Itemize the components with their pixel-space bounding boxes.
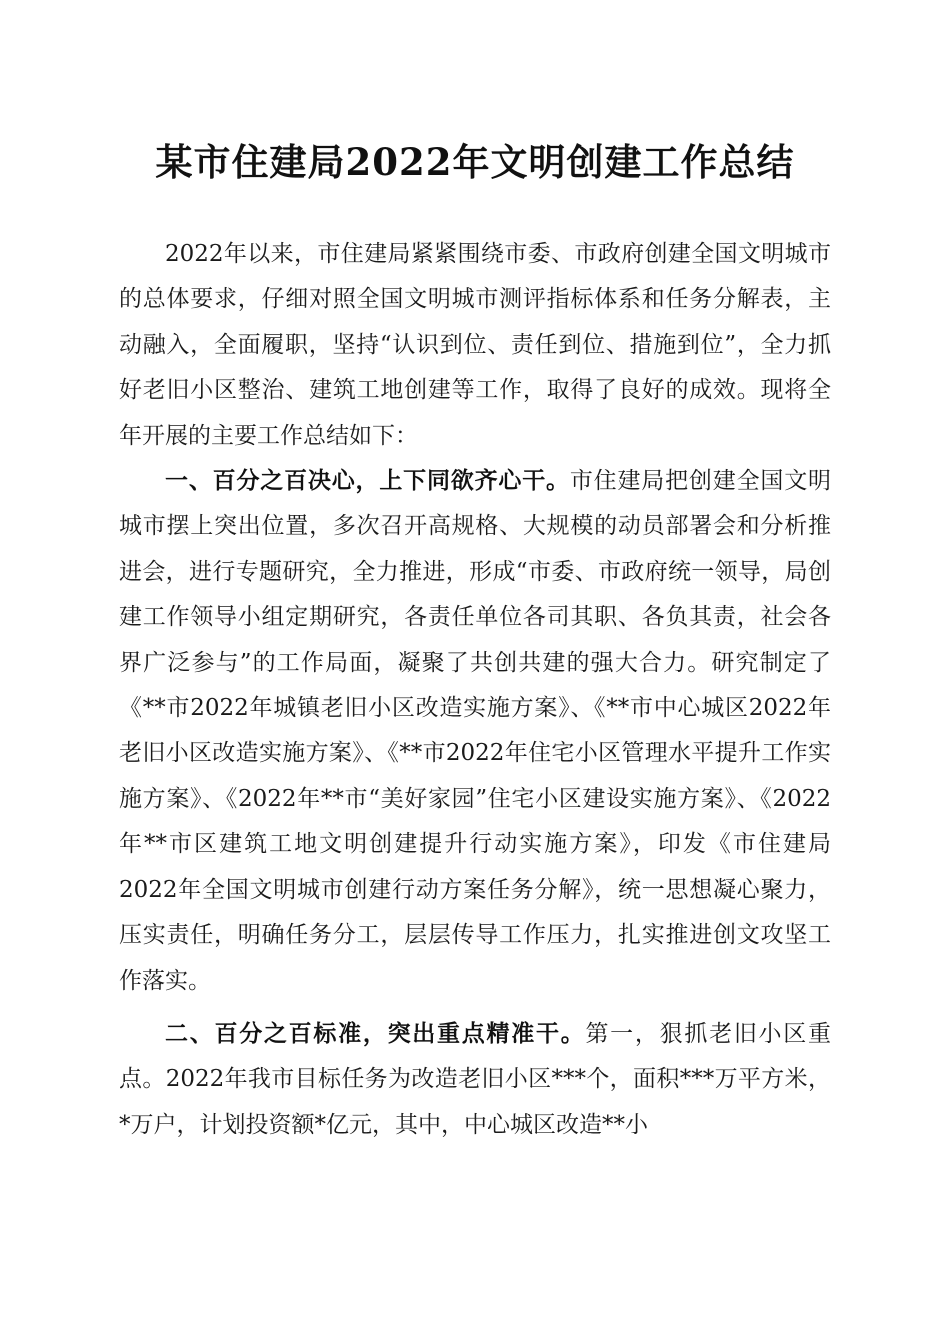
paragraph-text: 2022年以来，市住建局紧紧围绕市委、市政府创建全国文明城市的总体要求，仔细对照全国文明城市测评指标体系和任务分解表，主动融入，全面履职，坚持“认识到位、责任到位、措施到位”，全力抓好老旧小区整治、建筑工地创建等工作，取得了良好的成效。现将全年开展的主要工作总结如下： xyxy=(119,241,831,449)
paragraph-text: 第一，狠抓老旧小区重点。2022年我市目标任务为改造老旧小区***个，面积***万平方米，*万户，计划投资额*亿元，其中，中心城区改造**小 xyxy=(119,1020,832,1138)
intro-paragraph xyxy=(119,232,831,459)
section-one-heading: 一、百分之百决心，上下同欲齐心干。 xyxy=(165,468,570,495)
document-body xyxy=(119,232,831,1148)
section-two-heading: 二、百分之百标准，突出重点精准干。 xyxy=(165,1020,586,1047)
paragraph-text: 市住建局把创建全国文明城市摆上突出位置，多次召开高规格、大规模的动员部署会和分析推进会，进行专题研究，全力推进，形成“市委、市政府统一领导，局创建工作领导小组定期研究，各责任单位各司其职、各负其责，社会各界广泛参与”的工作局面，凝聚了共创共建的强大合力。研究制定了《**市2022年城镇老旧小区改造实施方案》、《**市中心城区2022年老旧小区改造实施方案》、《**市2022年住宅小区管理水平提升工作实施方案》、《2022年**市“美好家园”住宅小区建设实施方案》、《2022年**市区建筑工地文明创建提升行动实施方案》，印发《市住建局2022年全国文明城市创建行动方案任务分解》，统一思想凝心聚力，压实责任，明确任务分工，层层传导工作压力，扎实推进创文攻坚工作落实。 xyxy=(119,468,832,994)
page-title: 某市住建局2022年文明创建工作总结 xyxy=(155,140,795,184)
section-two-paragraph xyxy=(119,1012,831,1148)
section-one-paragraph xyxy=(119,459,831,1004)
